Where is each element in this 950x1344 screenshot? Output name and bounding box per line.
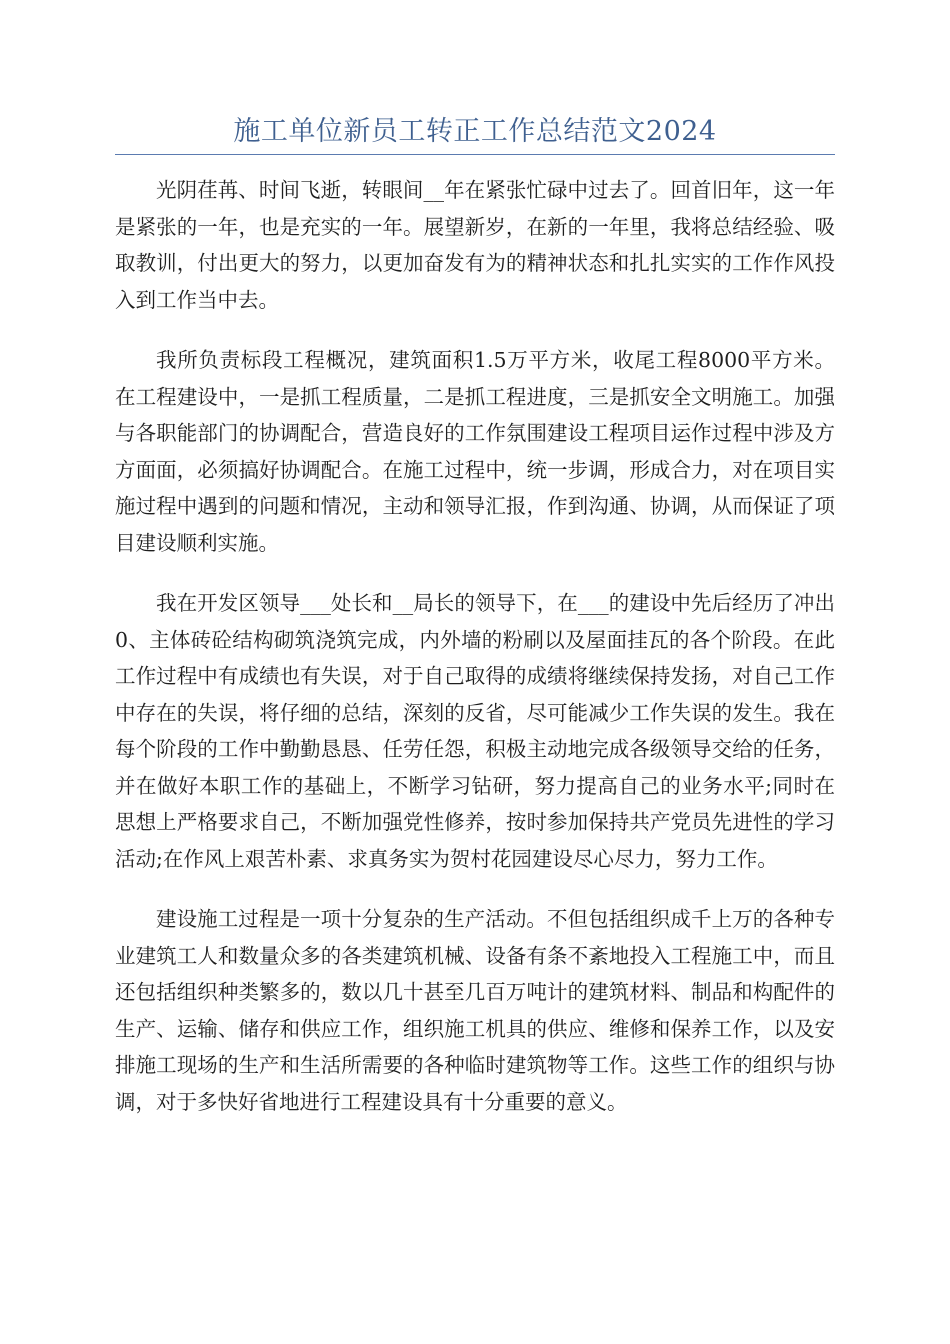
page-title: 施工单位新员工转正工作总结范文2024 — [233, 116, 717, 147]
paragraph-work-experience: 我在开发区领导___处长和__局长的领导下，在___的建设中先后经历了冲出0、主体砖砼结构砌筑浇筑完成，内外墙的粉刷以及屋面挂瓦的各个阶段。在此工作过程中有成绩也有失误，对于自己取得的成绩将继续保持发扬，对自己工作中存在的失误，将仔细的总结，深刻的反省，尽可能减少工作失误的发生。我在每个阶段的工作中勤勤恳恳、任劳任怨，积极主动地完成各级领导交给的任务，并在做好本职工作的基础上，不断学习钻研，努力提高自己的业务水平;同时在思想上严格要求自己，不断加强党性修养，按时参加保持共产党员先进性的学习活动;在作风上艰苦朴素、求真务实为贺村花园建设尽心尽力，努力工作。 — [115, 591, 835, 871]
document-body — [115, 172, 835, 1144]
title-divider — [115, 154, 835, 155]
paragraph-project-overview: 我所负责标段工程概况，建筑面积1.5万平方米，收尾工程8000平方米。在工程建设中，一是抓工程质量，二是抓工程进度，三是抓安全文明施工。加强与各职能部门的协调配合，营造良好的工作氛围建设工程项目运作过程中涉及方方面面，必须搞好协调配合。在施工过程中，统一步调，形成合力，对在项目实施过程中遇到的问题和情况，主动和领导汇报，作到沟通、协调，从而保证了项目建设顺利实施。 — [115, 348, 835, 555]
paragraph-intro: 光阴荏苒、时间飞逝，转眼间__年在紧张忙碌中过去了。回首旧年，这一年是紧张的一年，也是充实的一年。展望新岁，在新的一年里，我将总结经验、吸取教训，付出更大的努力，以更加奋发有为的精神状态和扎扎实实的工作作风投入到工作当中去。 — [115, 178, 835, 312]
paragraph-construction-process: 建设施工过程是一项十分复杂的生产活动。不但包括组织成千上万的各种专业建筑工人和数量众多的各类建筑机械、设备有条不紊地投入工程施工中，而且还包括组织种类繁多的，数以几十甚至几百万吨计的建筑材料、制品和构配件的生产、运输、储存和供应工作，组织施工机具的供应、维修和保养工作，以及安排施工现场的生产和生活所需要的各种临时建筑物等工作。这些工作的组织与协调，对于多快好省地进行工程建设具有十分重要的意义。 — [115, 907, 835, 1114]
